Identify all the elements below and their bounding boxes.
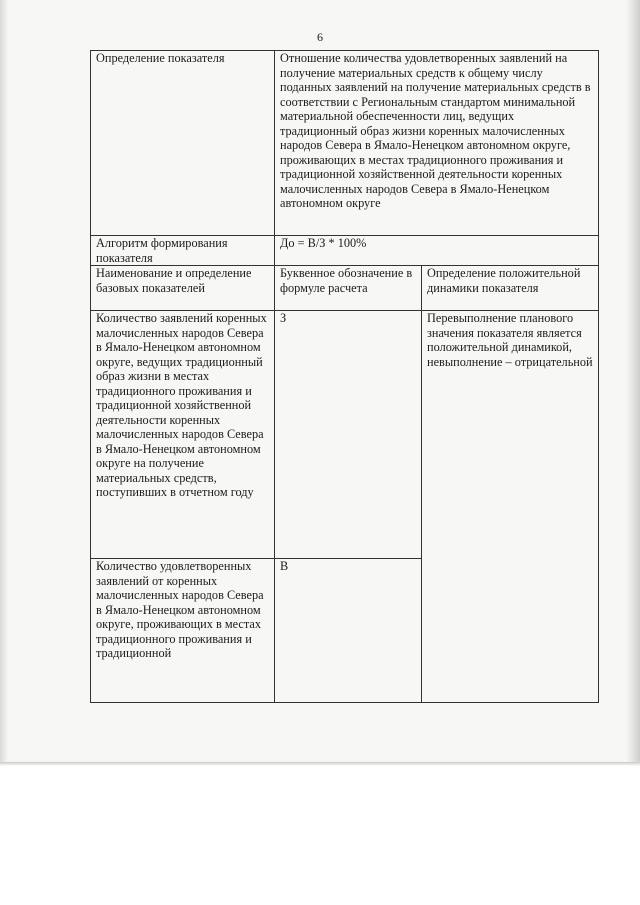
indicator-table [90,50,599,703]
base-indicator-symbol: З [275,311,422,559]
definition-row [91,51,599,236]
algorithm-label: Алгоритм формирования показателя [91,236,275,266]
table-row [91,311,599,559]
scan-left-edge [0,0,8,765]
header-base-indicators: Наименование и определение базовых показателей [91,266,275,311]
base-indicator-name-text: Количество удовлетворенных заявлений от коренных малочисленных народов Севера в Ямало-Ненецком автономном округе, проживающих в местах традиционного проживания и традиционной [96,559,264,660]
header-letter-symbol: Буквенное обозначение в формуле расчета [275,266,422,311]
positive-dynamics-definition: Перевыполнение планового значения показателя является положительной динамикой, невыполнение – отрицательной [422,311,599,703]
base-indicator-name [91,559,275,703]
definition-text: Отношение количества удовлетворенных заявлений на получение материальных средств к общему числу поданных заявлений на получение материальных средств в соответствии с Региональным стандартом минимальной материальной обеспеченности лиц, ведущих традиционный образ жизни коренных малочисленных народов Севера в Ямало-Ненецком автономном округе, проживающих в местах традиционного проживания и традиционной хозяйственной деятельности коренных малочисленных народов Севера в Ямало-Ненецком автономном округе [275,51,599,236]
header-positive-dynamics: Определение положительной динамики показателя [422,266,599,311]
algorithm-formula: До = В/З * 100% [275,236,599,266]
scan-bottom-edge [0,762,640,766]
base-indicator-symbol: В [275,559,422,703]
base-indicator-name: Количество заявлений коренных малочисленных народов Севера в Ямало-Ненецком автономном округе, ведущих традиционный образ жизни в местах традиционного проживания и традиционной хозяйственной деятельности коренных малочисленных народов Севера в Ямало-Ненецком автономном округе на получение материальных средств, поступивших в отчетном году [91,311,275,559]
scan-right-edge [626,0,640,765]
algorithm-row [91,236,599,266]
page-number: 6 [317,30,323,44]
table-header-row [91,266,599,311]
definition-label: Определение показателя [91,51,275,236]
